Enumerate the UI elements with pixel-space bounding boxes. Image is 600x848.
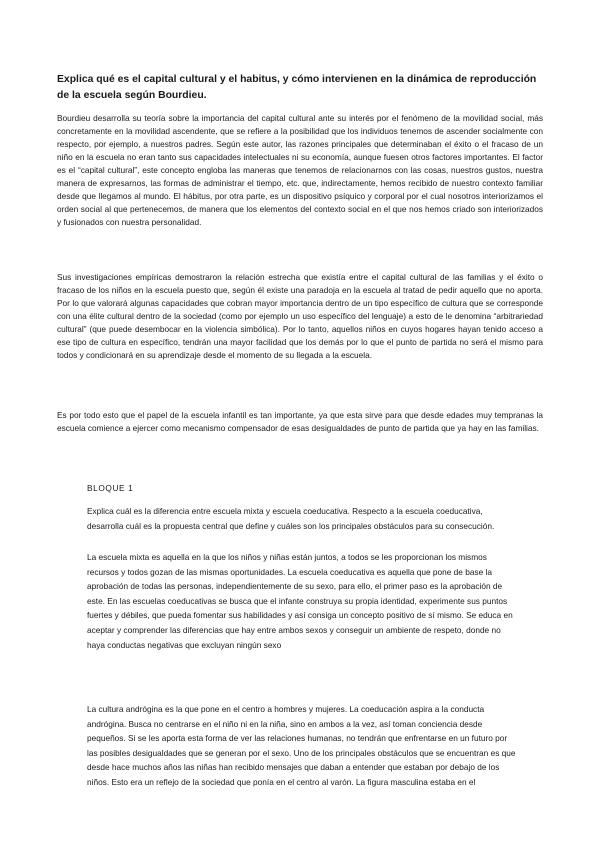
block-answer-cultura-androgina: La cultura andrógina es la que pone en el centro a hombres y mujeres. La coeducación aspira a la conducta andrógina. Busca no centrarse en el niño ni en la niña, sino en ambos a la vez, así toman conciencia desde pequeños. Si se les aporta esta forma de ver las relaciones humanas, no tendrán que enfrentarse en un futuro por las posibles desigualdades que se generan por el sexo. Uno de los principales obstáculos que se encuentran es que desde hace muchos años las niñas han recibido mensajes que daban a entender que estaban por debajo de los niños. Esto era un reflejo de la sociedad que ponía en el centro al varón. La figura masculina estaba en el	[87, 704, 516, 787]
block-answer-escuela-mixta: La escuela mixta es aquella en la que los niños y niñas están juntos, a todos se les proporcionan los mismos recursos y todos gozan de las mismas oportunidades. La escuela coeducativa es aquella que pone de base la aprobación de todas las personas, independientemente de su sexo, para ello, el primer paso es la aprobación de este. En las escuelas coeducativas se busca que el infante construya su propia identidad, experimente sus puntos fuertes y débiles, que pueda fomentar sus habilidades y así consiga un concepto positivo de sí mismo. Se educa en aceptar y comprender las diferencias que hay entre ambos sexos y conseguir un ambiente de respeto, donde no haya conductas negativas que excluyan ningún sexo	[87, 552, 513, 650]
paragraph-capital-cultural: Bourdieu desarrolla su teoría sobre la importancia del capital cultural ante su interés por el fenómeno de la movilidad social, más concretamente en la movilidad ascendente, que se refiere a la posibilidad que los individuos tenemos de ascender socialmente con respecto, por ejemplo, a nuestros padres. Según este autor, las razones principales que determinaban el éxito o el fracaso de un niño en la escuela no eran tanto sus capacidades intelectuales ni su economía, aunque fuesen otros factores importantes. El factor es el “capital cultural”, este concepto engloba las maneras que tenemos de relacionarnos con las cosas, nuestros gustos, nuestra manera de expresarnos, las formas de administrar el tiempo, etc. que, indirectamente, hemos recibido de nuestro contexto familiar desde que llegamos al mundo. El hábitus, por otra parte, es un dispositivo psíquico y corporal por el cual nosotros interiorizamos el orden social al que pertenecemos, de manera que los elementos del contexto social en el que nos hemos criado son interiorizados y fusionados con nuestra personalidad.	[57, 113, 543, 227]
paragraph-escuela-infantil: Es por todo esto que el papel de la escuela infantil es tan importante, ya que esta sirve para que desde edades muy tempranas la escuela comience a ejercer como mecanismo compensador de esas desigualdades de punto de partida que ya hay en las familias.	[57, 410, 543, 433]
question-heading: Explica qué es el capital cultural y el habitus, y cómo intervienen en la dinámica de reproducción de la escuela según Bourdieu.	[57, 74, 537, 101]
paragraph-investigaciones: Sus investigaciones empíricas demostraron la relación estrecha que existía entre el capital cultural de las familias y el éxito o fracaso de los niños en la escuela puesto que, según él existe una paradoja en la escuela al tratad de pedir aquello que no aporta. Por lo que valorará algunas capacidades que cobran mayor importancia dentro de un tipo específico de cultura que se corresponde con una élite cultural dentro de la sociedad (como por ejemplo un uso específico del lenguaje) a esto de le denomina “arbitrariedad cultural” (que puede desembocar en la violencia simbólica). Por lo tanto, aquellos niños en cuyos hogares hayan tenido acceso a ese tipo de cultura en específico, tendrán una mayor facilidad que los demás por lo que el punto de partida no será el mismo para todos y condicionará en su aprendizaje desde el momento de su llegada a la escuela.	[57, 272, 543, 360]
block-title: BLOQUE 1	[87, 483, 134, 493]
block-question: Explica cuál es la diferencia entre escuela mixta y escuela coeducativa. Respecto a la escuela coeducativa, desarrolla cuál es la propuesta central que define y cuáles son los principales obstáculos para su consecución.	[87, 506, 495, 531]
